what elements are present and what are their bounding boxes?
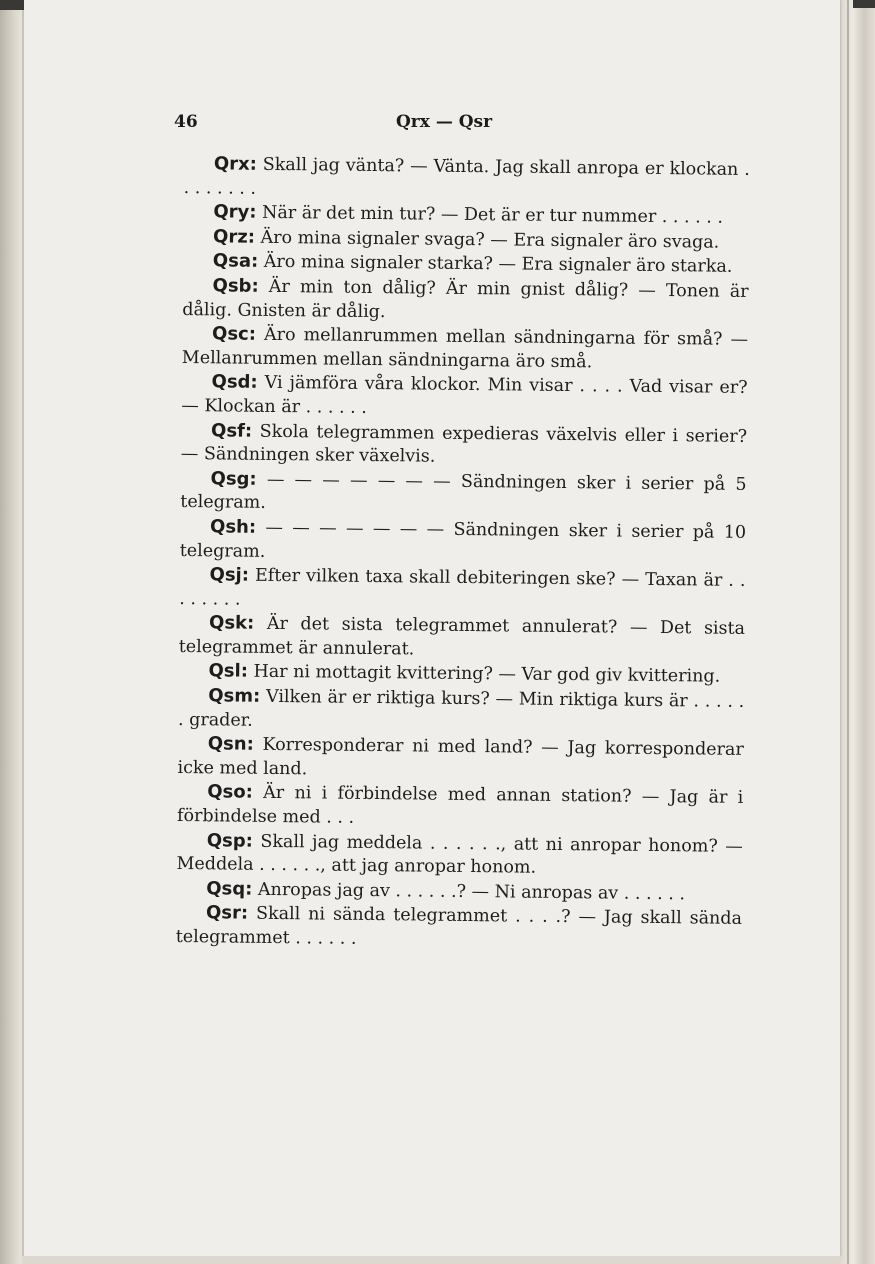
entry-code: Qsp:	[206, 829, 254, 852]
entry-qsm	[178, 684, 744, 738]
entry-text: Vi jämföra våra klockor. Min visar . . . . Vad visar er? — Klockan är . . . . . .	[181, 373, 748, 418]
entry-code: Qsa:	[212, 250, 259, 273]
book-edge-right	[839, 0, 875, 1264]
entry-code: Qsr:	[205, 902, 249, 925]
entry-code: Qrx:	[213, 153, 257, 175]
entry-text: Är ni i förbindelse med annan station? — Jag är i förbindelse med . . .	[176, 783, 744, 828]
entry-qsn	[177, 732, 743, 786]
entry-qrx	[183, 152, 749, 206]
page-header	[174, 112, 734, 140]
page-fold	[847, 0, 849, 1264]
entry-code: Qsm:	[208, 685, 261, 707]
entry-text: Äro mina signaler starka? — Era signaler äro starka.	[263, 252, 733, 278]
entry-text: Äro mina signaler svaga? — Era signaler äro svaga.	[260, 227, 720, 253]
entry-qsg	[180, 467, 746, 521]
entry-text: Skall ni sända telegrammet . . . .? — Jag skall sända telegrammet . . . . . .	[175, 904, 743, 949]
entry-qsk	[179, 611, 745, 665]
entry-qsf	[181, 419, 747, 473]
entry-qsb	[182, 274, 748, 328]
entry-code: Qsn:	[207, 733, 254, 756]
running-head: Qrx — Qsr	[396, 112, 493, 132]
entry-code: Qsq:	[206, 878, 253, 900]
entry-code: Qsf:	[210, 419, 253, 442]
entry-qso	[177, 780, 743, 834]
page-number: 46	[174, 112, 198, 132]
entry-code: Qsc:	[211, 323, 257, 345]
entry-text: Äro mellanrummen mellan sändningarna för små? — Mellanrummen mellan sändningarna äro små.	[181, 325, 749, 373]
entry-text: Vilken är er riktiga kurs? — Min riktiga kurs är . . . . . . grader.	[177, 686, 745, 731]
entry-text: Efter vilken taxa skall debiteringen ske? — Taxan är . . . . . . . .	[179, 565, 746, 610]
entry-code: Qsl:	[208, 660, 249, 683]
entry-qsj	[179, 563, 745, 617]
entry-code: Qso:	[207, 781, 253, 804]
entry-text: Är det sista telegrammet annulerat? — Det sista telegrammet är annulerat.	[178, 614, 746, 660]
entry-code: Qry:	[213, 201, 257, 223]
entry-text: Har ni mottagit kvittering? — Var god giv kvittering.	[253, 662, 721, 688]
entry-code: Qsh:	[209, 516, 257, 538]
entry-qsp	[176, 829, 742, 883]
page-bottom-edge	[22, 1256, 840, 1264]
entry-qsc	[182, 322, 748, 376]
book-edge-left	[0, 0, 22, 1264]
entry-qsr	[176, 901, 742, 955]
entry-code: Qsj:	[209, 564, 250, 586]
entry-code: Qrz:	[213, 226, 256, 248]
entry-qsh	[180, 515, 746, 569]
entry-code: Qsg:	[210, 468, 257, 490]
entry-code: Qsk:	[208, 612, 255, 635]
entry-text: Skola telegrammen expedieras växelvis eller i serier? — Sändningen sker växelvis.	[180, 421, 748, 467]
background-corner-right	[853, 0, 875, 8]
entry-text: — — — — — — — Sändningen sker i serier på 5 telegram.	[180, 469, 747, 514]
entry-text: — — — — — — — Sändningen sker i serier på 10 telegram.	[179, 517, 747, 562]
qcode-list	[176, 152, 750, 955]
entry-text: Skall jag vänta? — Vänta. Jag skall anropa er klockan . . . . . . . .	[183, 154, 750, 199]
entry-text: När är det min tur? — Det är er tur nummer . . . . . .	[261, 203, 724, 228]
entry-text: Är min ton dålig? Är min gnist dålig? — Tonen är dålig. Gnisten är dålig.	[182, 276, 749, 322]
entry-text: Korresponderar ni med land? — Jag korresponderar icke med land.	[177, 735, 744, 780]
entry-text: Skall jag meddela . . . . . ., att ni anropar honom? — Meddela . . . . . ., att jag anropar honom.	[176, 831, 743, 878]
entry-qsd	[181, 370, 747, 424]
entry-code: Qsd:	[211, 371, 258, 394]
entry-code: Qsb:	[212, 275, 259, 297]
entry-text: Anropas jag av . . . . . .? — Ni anropas av . . . . . .	[257, 879, 686, 905]
